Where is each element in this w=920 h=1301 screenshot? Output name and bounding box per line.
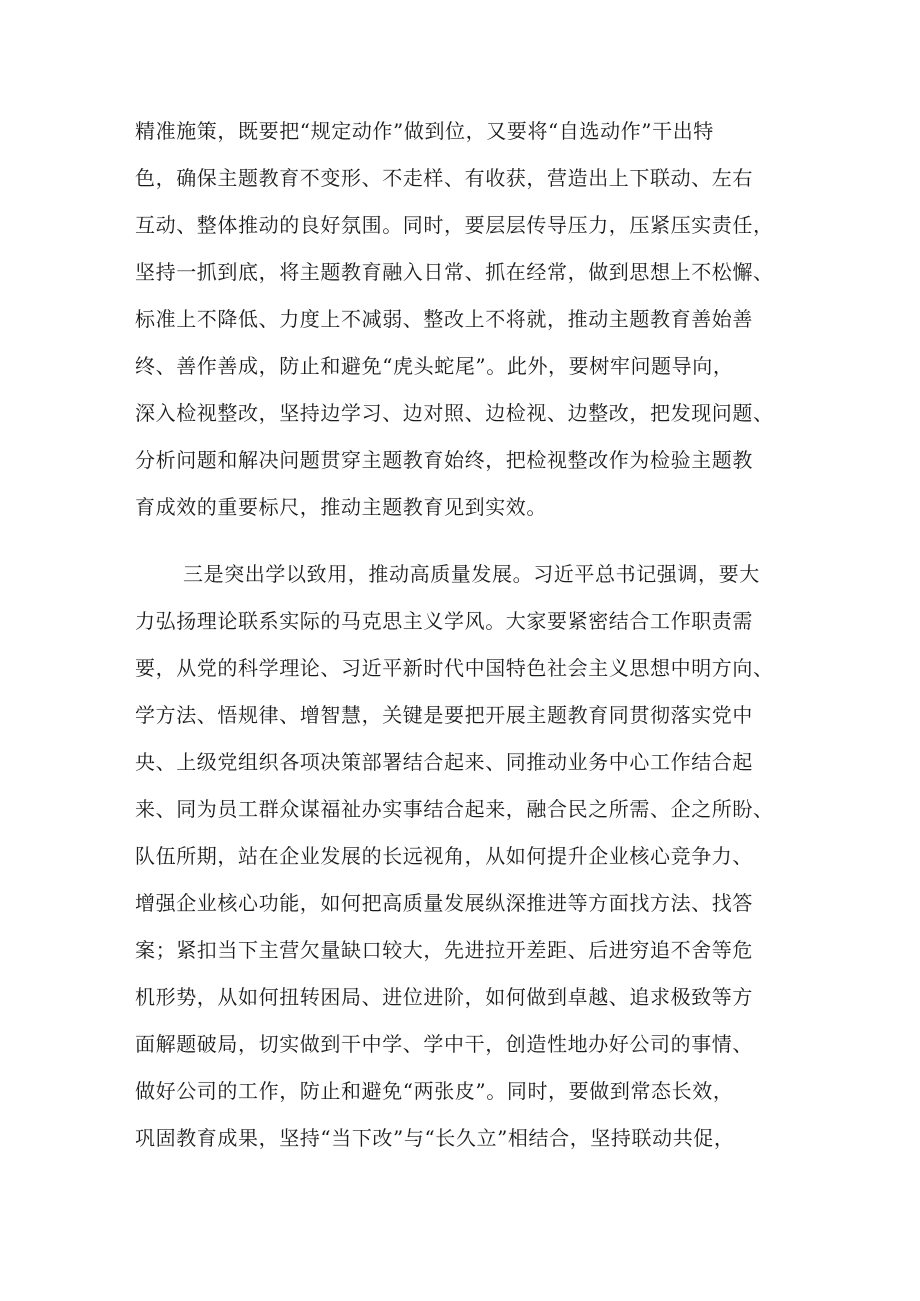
text-line: 做好公司的工作，防止和避免“两张皮”。同时，要做到常态长效，: [135, 1079, 734, 1103]
text-line: 增强企业核心功能，如何把高质量发展纵深推进等方面找方法、找答: [135, 891, 753, 915]
text-line: 色，确保主题教育不变形、不走样、有收获，营造出上下联动、左右: [135, 166, 753, 190]
text-line: 面解题破局，切实做到干中学、学中干，创造性地办好公司的事情、: [135, 1032, 753, 1056]
text-line: 标准上不降低、力度上不减弱、整改上不将就，推动主题教育善始善: [135, 307, 753, 331]
text-line: 机形势，从如何扭转困局、进位进阶，如何做到卓越、追求极致等方: [135, 985, 753, 1009]
text-line: 力弘扬理论联系实际的马克思主义学风。大家要紧密结合工作职责需: [135, 609, 753, 633]
text-line: 分析问题和解决问题贯穿主题教育始终，把检视整改作为检验主题教: [135, 448, 753, 472]
text-line: 队伍所期，站在企业发展的长远视角，从如何提升企业核心竞争力、: [135, 844, 753, 868]
text-line: 要，从党的科学理论、习近平新时代中国特色社会主义思想中明方向、: [135, 656, 774, 680]
text-line: 互动、整体推动的良好氛围。同时，要层层传导压力，压紧压实责任，: [135, 213, 774, 237]
text-line: 育成效的重要标尺，推动主题教育见到实效。: [135, 495, 547, 519]
text-line: 深入检视整改，坚持边学习、边对照、边检视、边整改，把发现问题、: [135, 401, 774, 425]
text-line: 案；紧扣当下主营欠量缺口较大，先进拉开差距、后进穷追不舍等危: [135, 938, 753, 962]
text-line: 精准施策，既要把“规定动作”做到位，又要将“自选动作”干出特: [135, 119, 714, 143]
text-line: 央、上级党组织各项决策部署结合起来、同推动业务中心工作结合起: [135, 750, 753, 774]
text-line: 三是突出学以致用，推动高质量发展。习近平总书记强调，要大: [183, 562, 760, 586]
text-line: 坚持一抓到底，将主题教育融入日常、抓在经常，做到思想上不松懈、: [135, 260, 774, 284]
text-line: 学方法、悟规律、增智慧，关键是要把开展主题教育同贯彻落实党中: [135, 703, 753, 727]
text-line: 终、善作善成，防止和避免“虎头蛇尾”。此外，要树牢问题导向，: [135, 354, 734, 378]
text-line: 巩固教育成果，坚持“当下改”与“长久立”相结合，坚持联动共促，: [135, 1126, 735, 1150]
text-line: 来、同为员工群众谋福祉办实事结合起来，融合民之所需、企之所盼、: [135, 797, 774, 821]
